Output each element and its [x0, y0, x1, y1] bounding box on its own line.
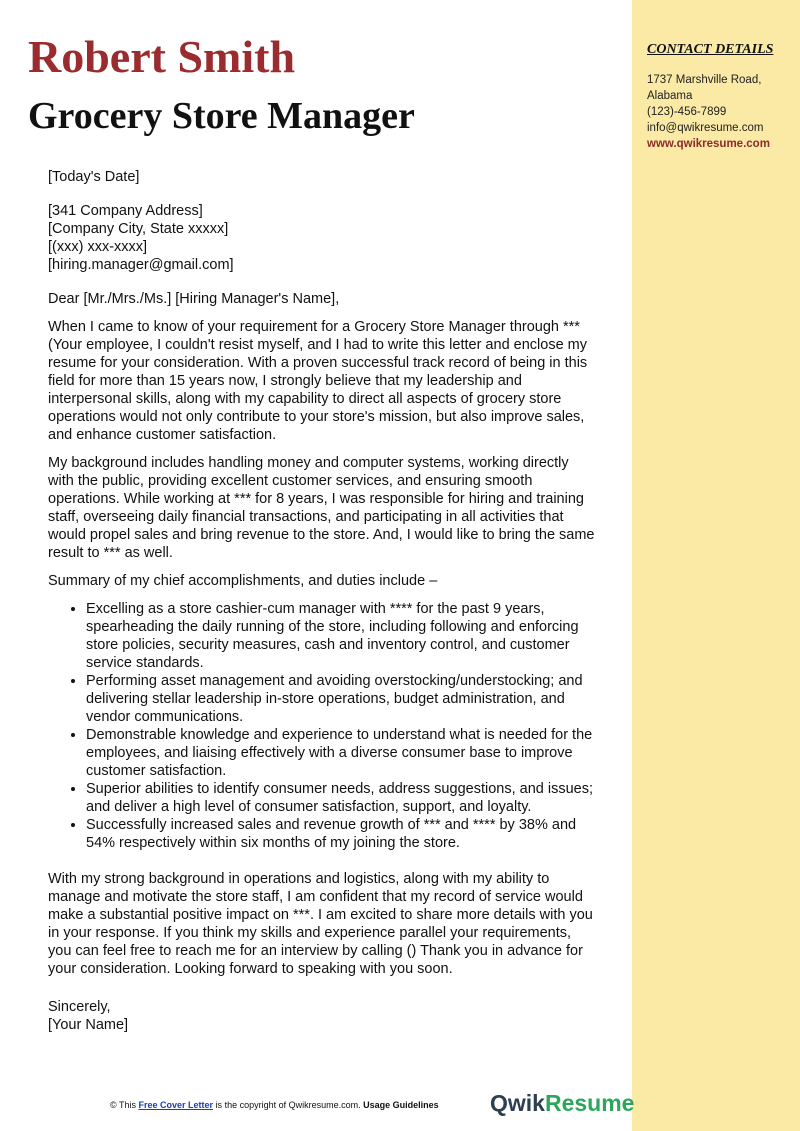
- signature: [Your Name]: [48, 1017, 129, 1033]
- contact-sidebar: [632, 0, 800, 1131]
- logo-part-qwik: Qwik: [490, 1090, 545, 1116]
- salutation: Dear [Mr./Mrs./Ms.] [Hiring Manager's Name],: [48, 291, 340, 307]
- paragraph-1: When I came to know of your requirement for a Grocery Store Manager through *** (Your employee, I couldn't resist myself, and I had to write this letter and enclose my resume for your consideration. With a proven successful track record of being in this field for more than 15 years now, I strongly believe that my leadership and interpersonal skills, along with my capability to direct all aspects of grocery store operations would not only contribute to your store's mission, but also improve sales, and enhance customer satisfaction.: [48, 319, 588, 443]
- contact-email[interactable]: info@qwikresume.com: [647, 122, 764, 134]
- copyright-icon: ©: [110, 1100, 117, 1110]
- footer-prefix: This: [118, 1100, 136, 1110]
- contact-block: [647, 72, 797, 152]
- paragraph-3: With my strong background in operations and logistics, along with my ability to manage and motivate the store staff, I am confident that my record of service would make a substantial positive impact on ***. I am excited to share more details with you in your response. If you think my skills and experience parallel your requirements, you can feel free to reach me for an interview by calling () Thank you in advance for your consideration. Looking forward to speaking with you soon.: [48, 871, 593, 977]
- company-city: [Company City, State xxxxx]: [48, 221, 229, 237]
- list-item: • Performing asset management and avoiding overstocking/understocking; and delivering stellar leadership in-store operations, budget administration, and vendor communications.: [86, 672, 598, 726]
- contact-heading: CONTACT DETAILS: [647, 42, 774, 57]
- contact-phone: (123)-456-7899: [647, 106, 727, 118]
- free-cover-letter-link[interactable]: Free Cover Letter: [138, 1100, 214, 1110]
- company-phone: [(xxx) xxx-xxxx]: [48, 239, 148, 255]
- footer-copyright: [110, 1100, 439, 1110]
- list-item: • Excelling as a store cashier-cum manager with **** for the past 9 years, spearheading the daily running of the store, including following and enforcing store policies, security measures, cash and inventory control, and customer service standards.: [86, 600, 598, 672]
- letter-date: [Today's Date]: [48, 169, 140, 185]
- list-item: • Demonstrable knowledge and experience to understand what is needed for the employees, and liaising effectively with a diverse consumer base to improve customer satisfaction.: [86, 726, 598, 780]
- job-title: Grocery Store Manager: [28, 95, 415, 137]
- closing: Sincerely,: [48, 999, 111, 1015]
- logo-part-resume: Resume: [544, 1090, 635, 1116]
- contact-address-line1: 1737 Marshville Road,: [647, 74, 762, 86]
- list-item: • Superior abilities to identify consumer needs, address suggestions, and issues; and deliver a high level of consumer satisfaction, support, and loyalty.: [86, 780, 598, 816]
- contact-address-line2: Alabama: [647, 90, 693, 102]
- company-email: [hiring.manager@gmail.com]: [48, 257, 234, 273]
- paragraph-2: My background includes handling money and computer systems, working directly with the public, providing excellent customer services, and ensuring smooth operations. While working at *** for 8 years, I was responsible for hiring and training staff, overseeing daily financial transactions, and participating in all activities that would propel sales and bring revenue to the store. And, I would like to bring the same result to *** as well.: [48, 455, 595, 561]
- closing-block: [48, 998, 598, 1034]
- qwikresume-logo: [490, 1090, 634, 1117]
- summary-intro: Summary of my chief accomplishments, and duties include –: [48, 573, 438, 589]
- accomplishments-list: [48, 600, 598, 852]
- letter-body: [48, 168, 598, 1034]
- footer-middle: is the copyright of Qwikresume.com.: [215, 1100, 361, 1110]
- contact-website[interactable]: www.qwikresume.com: [647, 138, 770, 150]
- company-address: [341 Company Address]: [48, 203, 203, 219]
- recipient-address: [48, 202, 598, 274]
- list-item: • Successfully increased sales and revenue growth of *** and **** by 38% and 54% respectively within six months of my joining the store.: [86, 816, 598, 852]
- applicant-name: Robert Smith: [28, 31, 296, 82]
- usage-guidelines-link[interactable]: Usage Guidelines: [363, 1100, 439, 1110]
